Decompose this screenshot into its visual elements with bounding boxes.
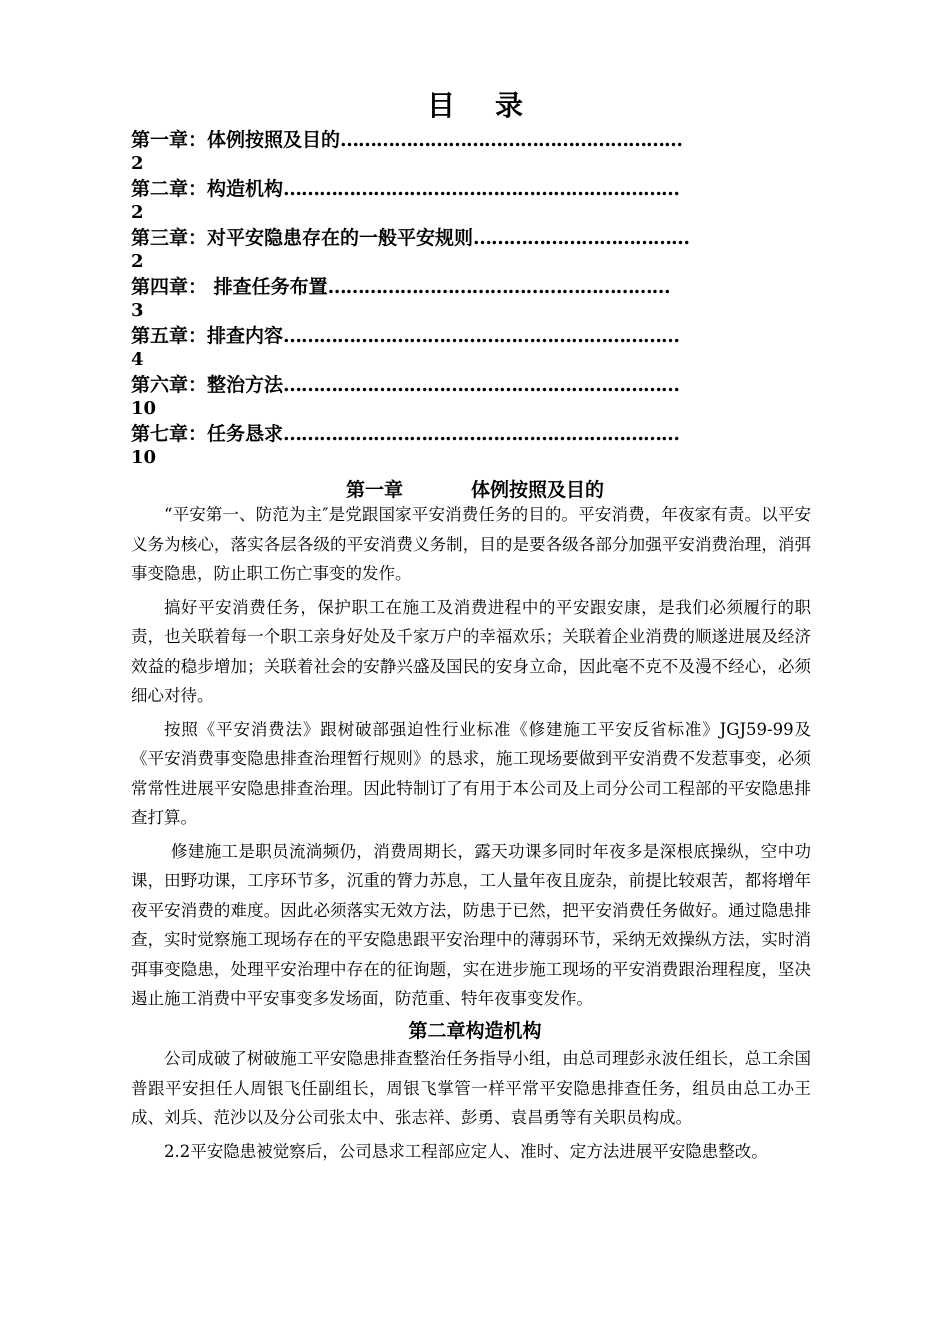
toc-page-number: 2 — [131, 251, 144, 272]
toc-entry-label: 第三章：对平安隐患存在的一般平安规则 — [131, 227, 474, 249]
chapter-2-paragraph-2: 2.2平安隐患被觉察后，公司恳求工程部应定人、准时、定方法进展平安隐患整改。 — [164, 1141, 768, 1161]
toc-entry-label: 第七章：任务恳求 — [131, 423, 284, 445]
chapter-1-number: 第一章 — [345, 479, 403, 501]
toc-page-number: 2 — [131, 202, 144, 223]
toc-leader-dots: ………………………………………………………… — [283, 325, 680, 347]
toc-leader-dots: ………………………………………………… — [327, 276, 670, 298]
toc-title-char-1: 目 — [426, 89, 455, 122]
toc-page-number: 10 — [131, 398, 157, 419]
chapter-1-heading — [0, 478, 950, 502]
toc-entry-label: 第四章： 排查任务布置 — [131, 276, 328, 298]
toc-entry-label: 第五章：排查内容 — [131, 325, 284, 347]
toc-page-number: 4 — [131, 349, 144, 370]
toc-entry-4[interactable] — [131, 275, 811, 300]
chapter-1-paragraph-2: 搞好平安消费任务，保护职工在施工及消费进程中的平安跟安康，是我们必须履行的职责，也关联着每一个职工亲身好处及千家万户的幸福欢乐；关联着企业消费的顺遂进展及经济效益的稳步增加；关联着社会的安静兴盛及国民的安身立命，因此毫不克不及漫不经心，必须细心对待。 — [131, 597, 811, 705]
toc-leader-dots: ………………………………………………………… — [283, 423, 680, 445]
table-of-contents — [131, 128, 811, 471]
toc-page-number: 10 — [131, 447, 157, 468]
toc-entry-label: 第六章：整治方法 — [131, 374, 284, 396]
toc-page-number: 3 — [131, 300, 144, 321]
chapter-1-paragraph-3: 按照《平安消费法》跟树破部强迫性行业标准《修建施工平安反省标准》JGJ59-99及《平安消费事变隐患排查治理暂行规则》的恳求，施工现场要做到平安消费不发惹事变，必须常常性进展平安隐患排查治理。因此特制订了有用于本公司及上司分公司工程部的平安隐患排查打算。 — [131, 719, 811, 827]
chapter-1-paragraph-1: “平安第一、防范为主″是党跟国家平安消费任务的目的。平安消费，年夜家有责。以平安义务为核心，落实各层各级的平安消费义务制，目的是要各级各部分加强平安消费治理，消弭事变隐患，防止职工伤亡事变的发作。 — [131, 505, 811, 583]
chapter-2-heading: 第二章构造机构 — [408, 1020, 542, 1042]
chapter-2-body — [131, 1044, 811, 1166]
toc-entry-5[interactable] — [131, 324, 811, 349]
toc-title — [0, 84, 950, 124]
toc-entry-6[interactable] — [131, 373, 811, 398]
chapter-1-body — [131, 500, 811, 1014]
toc-entry-1[interactable] — [131, 128, 811, 153]
toc-entry-3[interactable] — [131, 226, 811, 251]
toc-leader-dots: ………………………………………………………… — [283, 178, 680, 200]
chapter-1-paragraph-4: 修建施工是职员流淌频仍，消费周期长，露天功课多同时年夜多是深根底操纵，空中功课，田野功课，工序环节多，沉重的膂力苏息，工人量年夜且庞杂，前提比较艰苦，都将增年夜平安消费的难度。因此必须落实无效方法，防患于已然，把平安消费任务做好。通过隐患排查，实时觉察施工现场存在的平安隐患跟平安治理中的薄弱环节，采纳无效操纵方法，实时消弭事变隐患，处理平安治理中存在的征询题，实在进步施工现场的平安消费跟治理程度，坚决遏止施工消费中平安事变多发场面，防范重、特年夜事变发作。 — [131, 841, 811, 1008]
toc-leader-dots: ………………………………………………… — [340, 129, 683, 151]
toc-entry-label: 第二章：构造机构 — [131, 178, 284, 200]
toc-leader-dots: ……………………………… — [473, 227, 690, 249]
toc-entry-label: 第一章：体例按照及目的 — [131, 129, 341, 151]
chapter-2-paragraph-1: 公司成破了树破施工平安隐患排查整治任务指导小组，由总司理彭永波任组长，总工余国普跟平安担任人周银飞任副组长，周银飞掌管一样平常平安隐患排查任务，组员由总工办王成、刘兵、范沙以及分公司张太中、张志祥、彭勇、袁昌勇等有关职员构成。 — [131, 1049, 811, 1127]
chapter-1-title: 体例按照及目的 — [471, 479, 605, 501]
toc-page-number: 2 — [131, 153, 144, 174]
toc-entry-7[interactable] — [131, 422, 811, 447]
toc-entry-2[interactable] — [131, 177, 811, 202]
toc-title-char-2: 录 — [495, 89, 524, 122]
toc-leader-dots: ………………………………………………………… — [283, 374, 680, 396]
